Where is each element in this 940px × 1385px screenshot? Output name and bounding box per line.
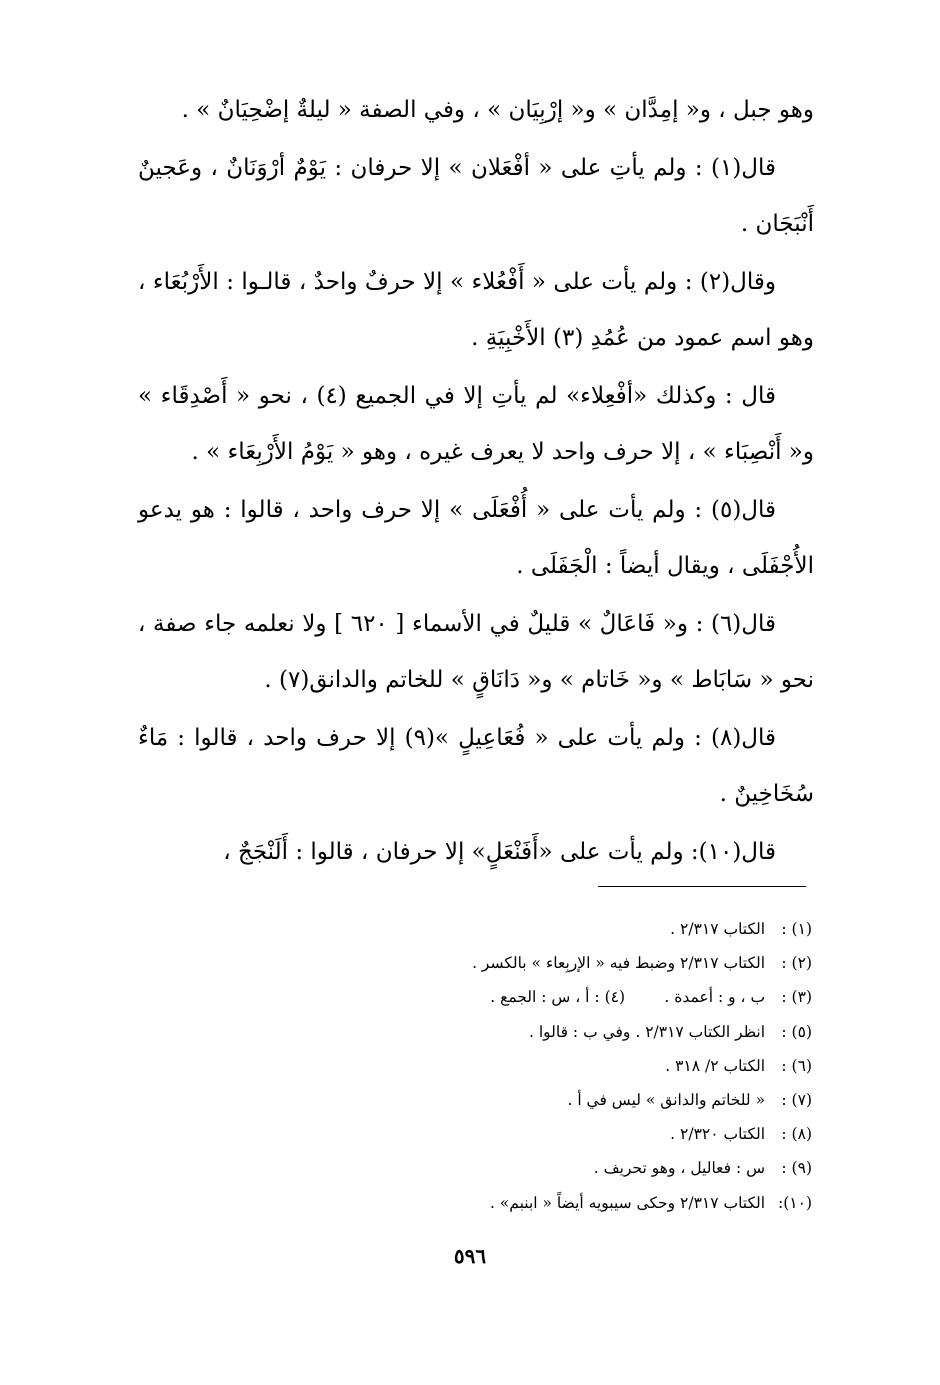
footnote-9 [300,1151,812,1185]
footnote-text: الكتاب ٢/٣١٧ . [670,920,766,938]
footnote-10 [300,1186,812,1220]
paragraph-8: قال(١٠): ولم يأت على «أَفَنْعَلٍ» إلا حرفان ، قالوا : أَلَنْجَجٌ ، [223,839,776,865]
paragraph-4: قال : وكذلك «أفْعِلاء» لم يأتِ إلا في الجميع (٤) ، نحو « أَصْدِقَاء » و« أَنْصِبَاء » ، إلا حرف واحد لا يعرف غيره ، وهو « يَوْمُ الأَرْبِعَاء » . [138,383,814,465]
paragraph-6: قال(٦) : و« فَاعَالٌ » قليلٌ في الأسماء [ ٦٢٠ ] ولا نعلمه جاء صفة ، نحو « سَابَاط » و« خَاتام » و« دَانَاقٍ » للخاتم والدانق(٧) . [138,611,814,693]
footnote-number: (٥) : [781,1022,812,1041]
footnote-number: (٩) : [781,1159,812,1178]
footnote-text: س : فعاليل ، وهو تحريف . [593,1159,766,1178]
footnote-3 [300,980,812,1014]
footnote-text: ب ، و : أعمدة . (٤) : أ ، س : الجمع . [490,988,766,1007]
footnote-number: (٦) : [781,1056,812,1075]
footnote-text: الكتاب ٢/٣١٧ وضبط فيه « الإربِعاء » بالكسر . [472,954,766,973]
footnote-number: (٨) : [781,1125,812,1144]
paragraph-7: قال(٨) : ولم يأت على « فُعَاعِيلٍ »(٩) إلا حرف واحد ، قالوا : مَاءٌ سُخَاخِينٌ . [138,725,814,807]
page-number: ٥٩٦ [453,1244,487,1268]
footnote-text: الكتاب ٢/ ٣١٨ . [665,1056,766,1075]
footnote-8 [300,1117,812,1151]
footnotes [300,912,812,1220]
footnote-number: (٣) : [781,988,812,1007]
footnote-6 [300,1049,812,1083]
footnote-text: « للخاتم والدانق » ليس في أ . [567,1091,766,1110]
paragraph-2: قال(١) : ولم يأتِ على « أفْعَلان » إلا حرفان : يَوْمٌ أرْوَنَانٌ ، وعَجينٌ أَنْبَجَان . [138,155,814,237]
footnote-number: (١) : [781,920,812,938]
footnote-divider [598,886,806,887]
main-text [138,82,814,882]
paragraph-5: قال(٥) : ولم يأت على « أُفْعَلَى » إلا حرف واحد ، قالوا : هو يدعو الأُجْفَلَى ، ويقال أيضاً : الْجَفَلَى . [138,497,814,579]
footnote-text: الكتاب ٢/٣١٧ وحكى سيبويه أيضاً « ابنبم» . [489,1193,766,1212]
footnote-5 [300,1015,812,1049]
footnote-number: (٢) : [781,954,812,973]
footnote-text: انظر الكتاب ٢/٣١٧ . وفي ب : قالوا . [528,1022,766,1041]
paragraph-1: وهو جبل ، و« إمِدَّان » و« إرْبِيَان » ، وفي الصفة « ليلةٌ إضْحِيَانٌ » . [181,97,814,123]
footnote-number: (١٠): [778,1193,812,1212]
footnote-number: (٧) : [781,1091,812,1110]
footnote-7 [300,1083,812,1117]
footnote-2 [300,946,812,980]
footnote-1 [300,912,812,946]
paragraph-3: وقال(٢) : ولم يأت على « أَفْعُلاء » إلا حرفٌ واحدٌ ، قالـوا : الأَرْبُعَاء ، وهو اسم عمود من عُمُدِ (٣) الأَخْبِيَةِ . [138,269,814,351]
footnote-text: الكتاب ٢/٣٢٠ . [670,1125,766,1144]
